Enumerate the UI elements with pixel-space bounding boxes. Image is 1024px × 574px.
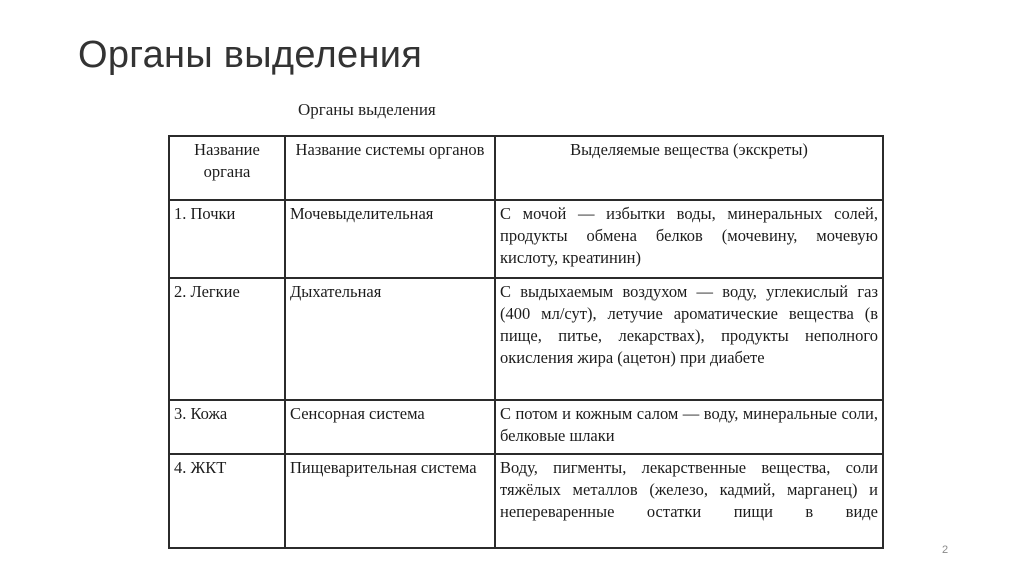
table-row [169, 200, 883, 278]
header-system-name: Название системы органов [285, 136, 495, 200]
organ-cell: 2. Легкие [169, 278, 285, 400]
excretory-organs-table [168, 135, 884, 549]
page-number: 2 [942, 544, 949, 556]
organ-cell: 3. Кожа [169, 400, 285, 454]
organ-cell: 4. ЖКТ [169, 454, 285, 548]
excreta-cell: С мочой — избытки воды, минеральных солей, продукты обмена белков (мочевину, мочевую кислоту, креатинин) [495, 200, 883, 278]
table-row [169, 400, 883, 454]
system-cell: Дыхательная [285, 278, 495, 400]
table-row [169, 278, 883, 400]
table-row [169, 454, 883, 548]
excreta-cell: Воду, пигменты, лекарственные вещества, соли тяжёлых металлов (железо, кадмий, марганец) и непереваренные остатки пищи в виде [495, 454, 883, 548]
header-organ-name: Название органа [169, 136, 285, 200]
excreta-cell: С потом и кожным салом — воду, минеральные соли, белковые шлаки [495, 400, 883, 454]
system-cell: Сенсорная система [285, 400, 495, 454]
organ-cell: 1. Почки [169, 200, 285, 278]
table-caption: Органы выделения [298, 100, 436, 119]
excreta-cell: С выдыхаемым воздухом — воду, углекислый газ (400 мл/сут), летучие ароматические вещества (в пище, питье, лекарствах), продукты неполного окисления жира (ацетон) при диабете [495, 278, 883, 400]
slide-title: Органы выделения [78, 34, 423, 76]
system-cell: Мочевыделительная [285, 200, 495, 278]
header-excreta: Выделяемые вещества (экскреты) [495, 136, 883, 200]
table-header-row [169, 136, 883, 200]
system-cell: Пищеварительная система [285, 454, 495, 548]
